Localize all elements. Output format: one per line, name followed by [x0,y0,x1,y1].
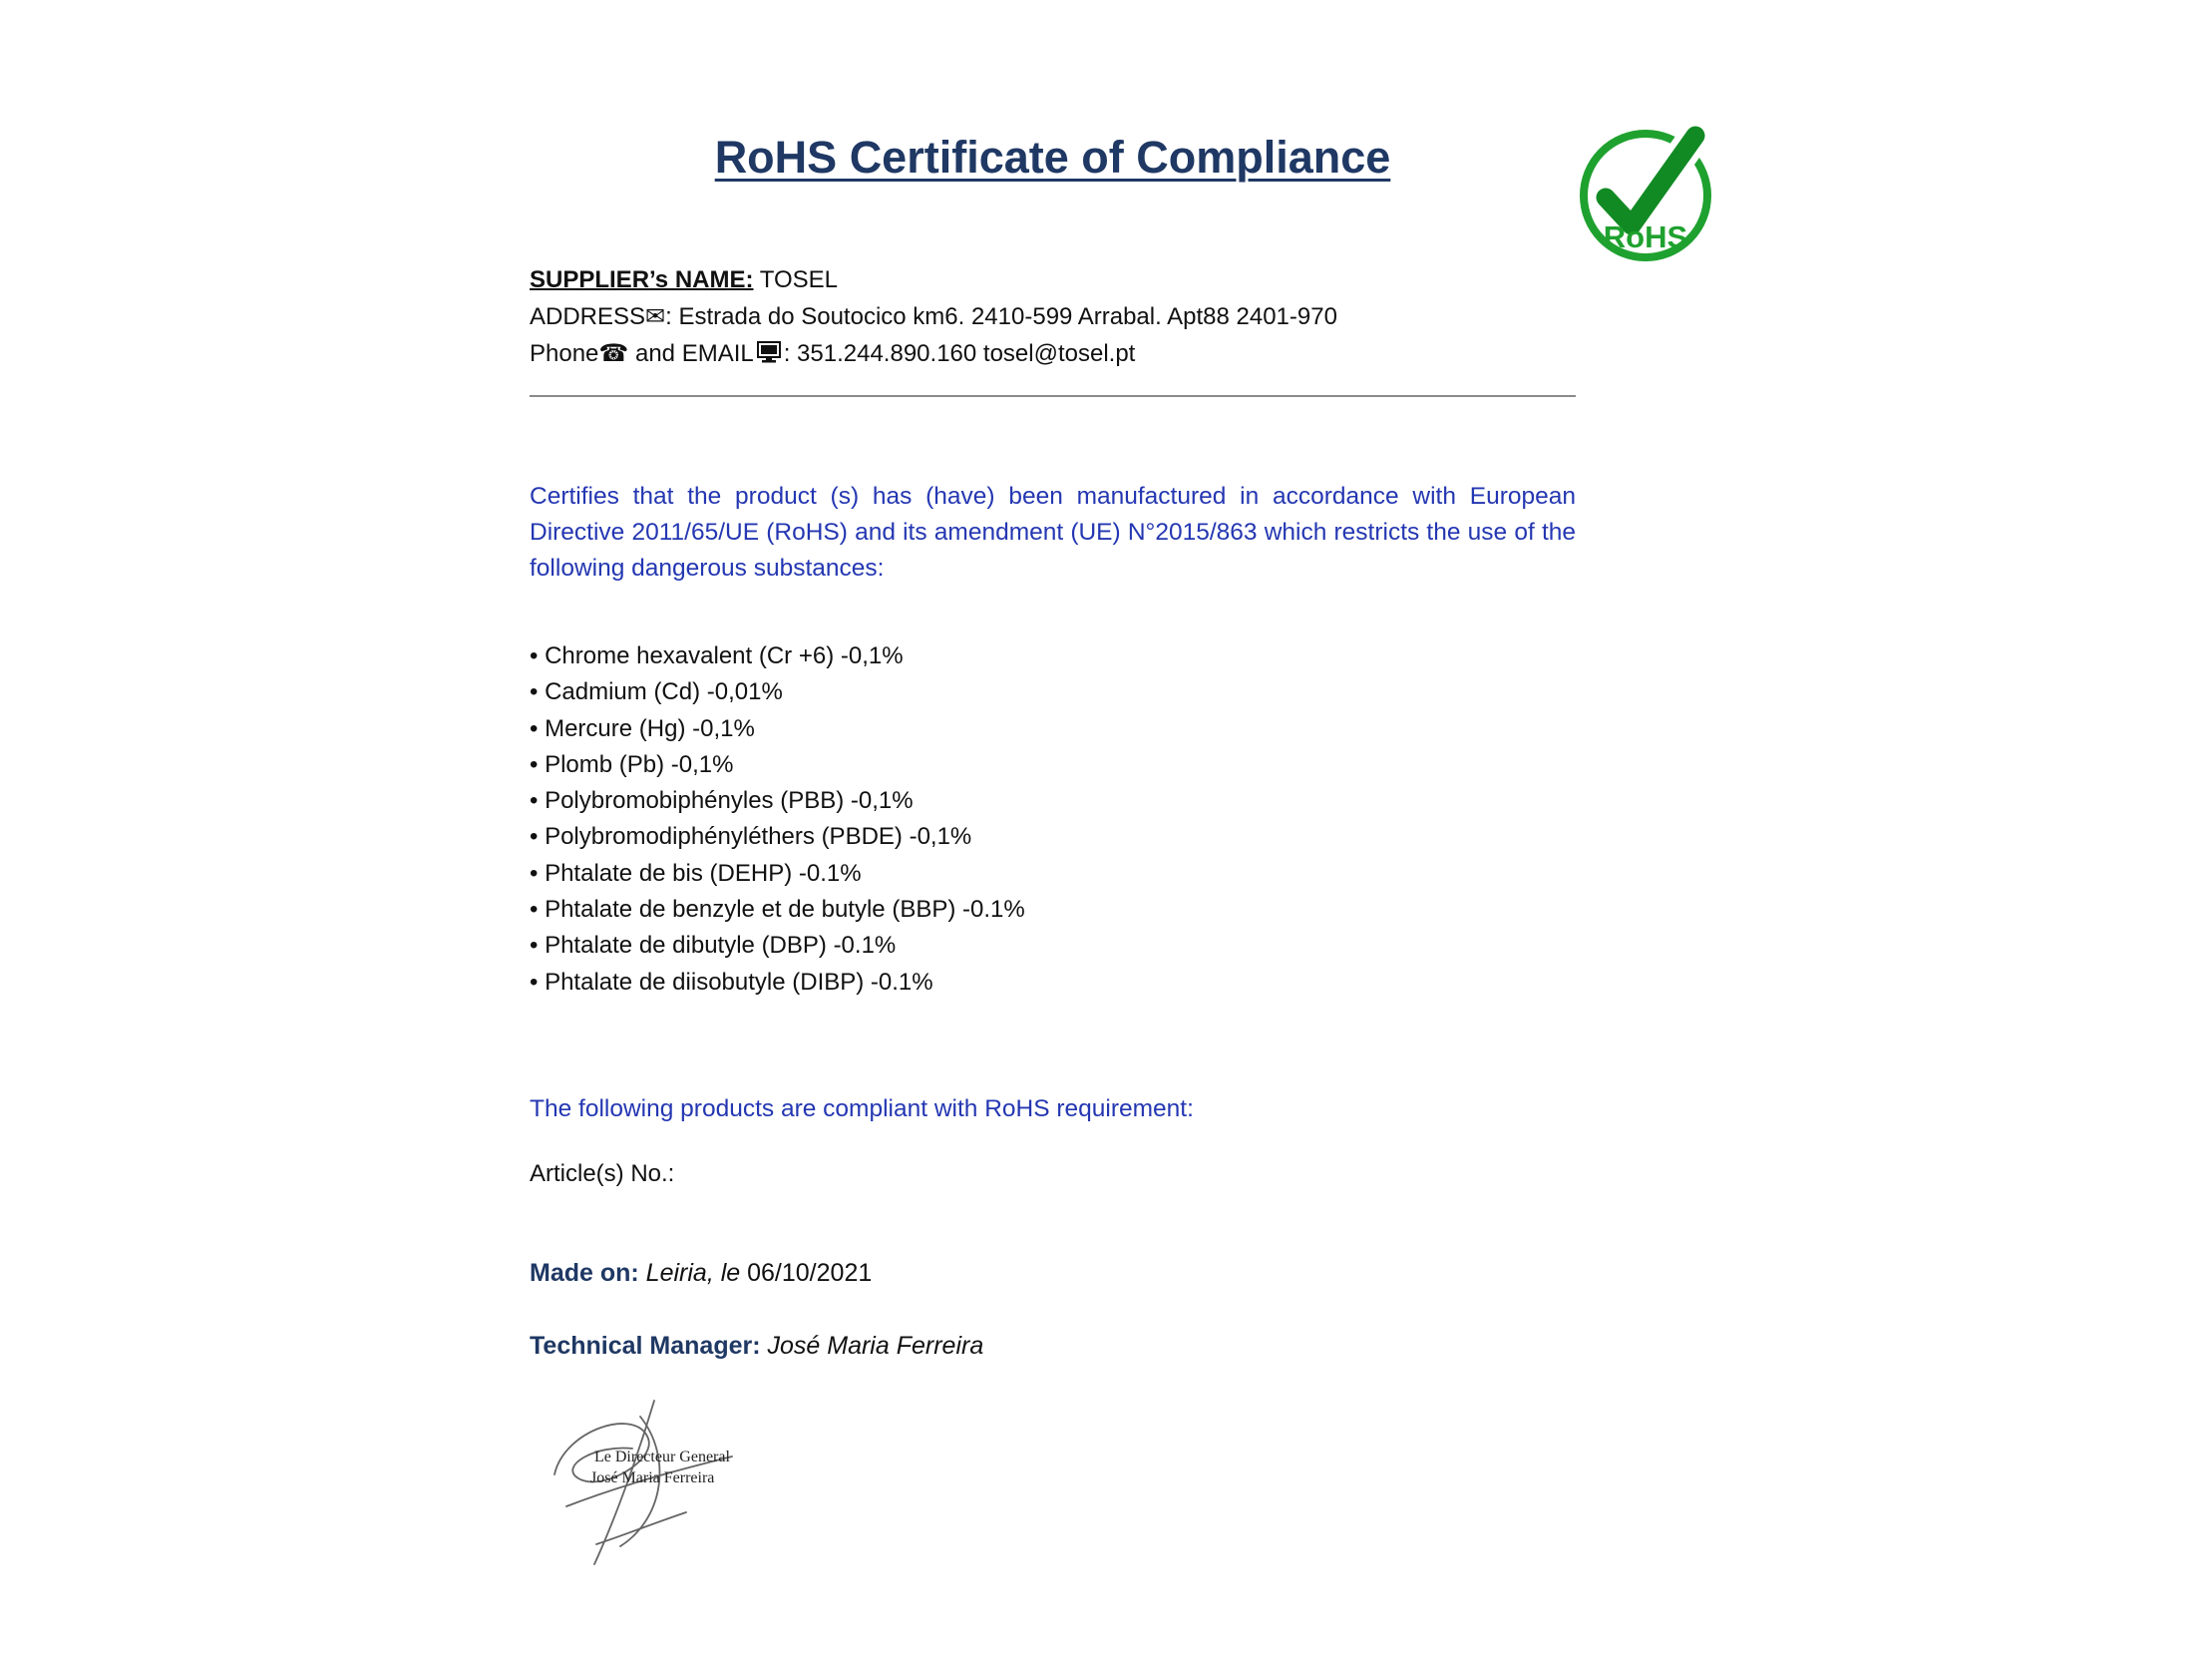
envelope-icon: ✉ [645,302,666,330]
phone-icon: ☎ [598,339,629,367]
made-on-place: Leiria, le [645,1259,741,1287]
substance-item: • Chrome hexavalent (Cr +6) -0,1% [530,638,1576,674]
computer-icon [756,340,782,364]
rohs-logo-graphic [1564,112,1735,283]
substance-item: • Plomb (Pb) -0,1% [530,747,1576,783]
certification-paragraph: Certifies that the product (s) has (have) been manufactured in accordance with European Directive 2011/65/UE (RoHS) and its amendment (UE) N°2015/863 which restricts the use of the following dangerous substances: [530,482,1576,582]
supplier-address-line [530,298,1576,335]
substances-list [530,638,1576,1001]
made-on-date: 06/10/2021 [747,1259,873,1287]
made-on-label: Made on: [530,1259,639,1287]
substance-item: • Mercure (Hg) -0,1% [530,711,1576,747]
rohs-logo [1564,112,1735,283]
technical-manager-label: Technical Manager: [530,1332,761,1360]
substance-item: • Phtalate de dibutyle (DBP) -0.1% [530,928,1576,964]
signature-title: Le Directeur General [594,1449,730,1465]
supplier-name-line [530,261,1576,298]
supplier-name-value: TOSEL [753,266,838,293]
articles-label: Article(s) No.: [530,1160,675,1187]
email-label: and EMAIL [628,340,754,367]
supplier-name-label: SUPPLIER’s NAME: [530,266,754,293]
supplier-block [530,261,1576,372]
address-label: ADDRESS [530,303,646,330]
substance-item: • Phtalate de bis (DEHP) -0.1% [530,856,1576,892]
rohs-logo-label: RoHS [1603,219,1688,254]
page-title: RoHS Certificate of Compliance [714,132,1391,183]
substance-item: • Phtalate de diisobutyle (DIBP) -0.1% [530,965,1576,1001]
divider-line [530,395,1576,397]
technical-manager-value: José Maria Ferreira [767,1332,984,1360]
address-value: : Estrada do Soutocico km6. 2410-599 Arrabal. Apt88 2401-970 [665,303,1337,330]
phone-label: Phone [530,340,599,367]
technical-manager-line [530,1332,1576,1361]
contact-value: : 351.244.890.160 tosel@tosel.pt [783,340,1136,367]
signature-name: José Maria Ferreira [590,1469,715,1486]
substance-item: • Polybromobiphényles (PBB) -0,1% [530,783,1576,819]
substance-item: • Phtalate de benzyle et de butyle (BBP) -0.1% [530,892,1576,928]
compliance-statement: The following products are compliant with RoHS requirement: [530,1095,1194,1122]
made-on-line [530,1259,1576,1288]
substance-item: • Polybromodiphényléthers (PBDE) -0,1% [530,819,1576,855]
substance-item: • Cadmium (Cd) -0,01% [530,674,1576,710]
supplier-contact-line [530,335,1576,372]
